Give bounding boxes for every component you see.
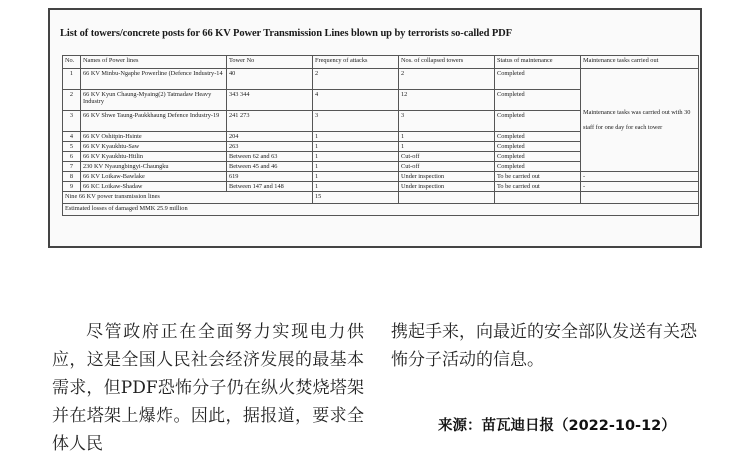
towers-table <box>62 55 699 216</box>
cell-status: To be carried out <box>495 182 581 192</box>
cell-merged-task: Maintenance tasks was carried out with 30 staff for one day for each tower <box>581 69 699 172</box>
cell-no: 4 <box>63 132 81 142</box>
cell-no: 7 <box>63 162 81 172</box>
cell-status: Completed <box>495 90 581 111</box>
cell-name: 230 KV Nyaungbingyi-Chaungku <box>81 162 227 172</box>
cell-tower: Between 62 and 63 <box>227 152 313 162</box>
cell-task: - <box>581 172 699 182</box>
cell-collapsed: 1 <box>399 142 495 152</box>
losses-text: Estimated losses of damaged MMK 25.9 million <box>63 204 699 216</box>
cell-status: Completed <box>495 162 581 172</box>
article-paragraph-right: 携起手来，向最近的安全部队发送有关恐怖分子活动的信息。 <box>391 322 697 370</box>
cell-freq: 1 <box>313 172 399 182</box>
cell-status: Completed <box>495 132 581 142</box>
losses-row <box>63 204 699 216</box>
cell-tower: 343 344 <box>227 90 313 111</box>
cell-no: 5 <box>63 142 81 152</box>
cell-no: 6 <box>63 152 81 162</box>
cell-no: 2 <box>63 90 81 111</box>
header-tower-no: Tower No <box>227 56 313 69</box>
cell-collapsed: 2 <box>399 69 495 90</box>
cell-freq: 3 <box>313 111 399 132</box>
cell-no: 3 <box>63 111 81 132</box>
cell-freq: 1 <box>313 152 399 162</box>
source-line: 来源：苗瓦迪日报（2022-10-12） <box>438 418 676 434</box>
cell-freq: 1 <box>313 162 399 172</box>
total-empty-1 <box>399 192 495 204</box>
cell-collapsed: 1 <box>399 132 495 142</box>
cell-name: 66 KV Shwe Taung-Paukkhaung Defence Industry-19 <box>81 111 227 132</box>
cell-no: 1 <box>63 69 81 90</box>
total-row <box>63 192 699 204</box>
cell-freq: 2 <box>313 69 399 90</box>
table-row <box>63 69 699 90</box>
total-empty-3 <box>581 192 699 204</box>
header-tasks: Maintenance tasks carried out <box>581 56 699 69</box>
cell-name: 66 KC Loikaw-Shadaw <box>81 182 227 192</box>
cell-tower: 40 <box>227 69 313 90</box>
cell-tower: 619 <box>227 172 313 182</box>
cell-tower: Between 45 and 46 <box>227 162 313 172</box>
table-header-row <box>63 56 699 69</box>
cell-collapsed: 3 <box>399 111 495 132</box>
table-row <box>63 182 699 192</box>
cell-tower: 241 273 <box>227 111 313 132</box>
cell-name: 66 KV Kyun Chaung-Myaing(2) Tatmadaw Heavy Industry <box>81 90 227 111</box>
cell-name: 66 KV Loikaw-Bawlake <box>81 172 227 182</box>
cell-status: Completed <box>495 152 581 162</box>
cell-tower: 263 <box>227 142 313 152</box>
cell-status: Completed <box>495 69 581 90</box>
header-frequency: Frequency of attacks <box>313 56 399 69</box>
cell-name: 66 KV Kyaukhtu-Htilin <box>81 152 227 162</box>
cell-tower: Between 147 and 148 <box>227 182 313 192</box>
cell-freq: 1 <box>313 142 399 152</box>
total-freq: 15 <box>313 192 399 204</box>
cell-collapsed: 12 <box>399 90 495 111</box>
cell-collapsed: Under inspection <box>399 172 495 182</box>
cell-freq: 1 <box>313 182 399 192</box>
article-right-column <box>391 318 703 374</box>
cell-status: Completed <box>495 111 581 132</box>
header-status: Status of maintenance <box>495 56 581 69</box>
table-row <box>63 172 699 182</box>
cell-task: - <box>581 182 699 192</box>
table-title: List of towers/concrete posts for 66 KV Power Transmission Lines blown up by terrorists so-called PDF <box>60 28 512 39</box>
cell-freq: 1 <box>313 132 399 142</box>
table-figure <box>48 8 702 248</box>
header-collapsed: Nos. of collapsed towers <box>399 56 495 69</box>
total-label: Nine 66 KV power transmission lines <box>63 192 313 204</box>
cell-collapsed: Cut-off <box>399 162 495 172</box>
article-left-column <box>52 318 364 458</box>
cell-collapsed: Cut-off <box>399 152 495 162</box>
cell-no: 9 <box>63 182 81 192</box>
cell-tower: 204 <box>227 132 313 142</box>
article-paragraph-left: 尽管政府正在全面努力实现电力供应，这是全国人民社会经济发展的最基本需求，但PDF恐怖分子仍在纵火焚烧塔架并在塔架上爆炸。因此，据报道，要求全体人民 <box>52 322 364 454</box>
cell-status: To be carried out <box>495 172 581 182</box>
cell-collapsed: Under inspection <box>399 182 495 192</box>
total-empty-2 <box>495 192 581 204</box>
header-power-lines: Names of Power lines <box>81 56 227 69</box>
header-no: No. <box>63 56 81 69</box>
cell-name: 66 KV Kyaukhtu-Saw <box>81 142 227 152</box>
cell-freq: 4 <box>313 90 399 111</box>
cell-name: 66 KV Minbu-Ngaphe Powerline (Defence Industry-14 <box>81 69 227 90</box>
cell-no: 8 <box>63 172 81 182</box>
cell-name: 66 KV Oshitpin-Hsinte <box>81 132 227 142</box>
cell-status: Completed <box>495 142 581 152</box>
